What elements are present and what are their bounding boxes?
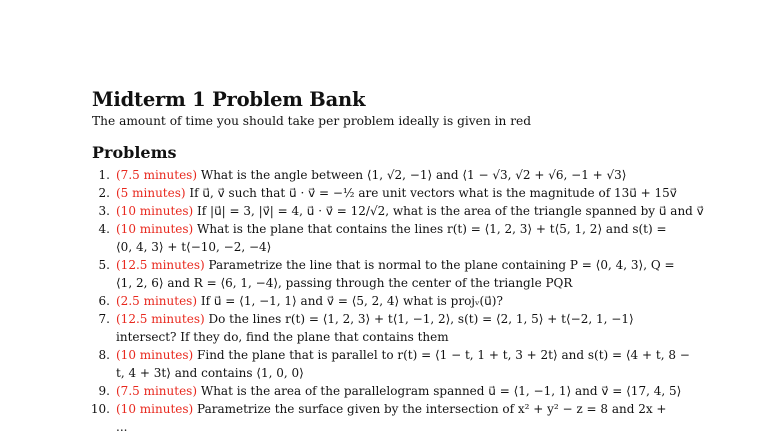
document-title: Midterm 1 Problem Bank xyxy=(92,88,366,111)
problem-number: 4. xyxy=(98,222,110,236)
problem-number: 3. xyxy=(98,204,110,218)
problem-item xyxy=(84,220,704,256)
problem-line xyxy=(116,256,704,274)
problem-line xyxy=(116,220,704,238)
problem-line-continued: ⟨0, 4, 3⟩ + t⟨−10, −2, −4⟩ xyxy=(116,240,272,254)
problem-line-continued: intersect? If they do, find the plane that contains them xyxy=(116,330,449,344)
problem-line xyxy=(116,202,704,220)
problem-text: Parametrize the surface given by the intersection of x² + y² − z = 8 and 2x + xyxy=(197,402,667,416)
problem-text: If u⃗, v⃗ such that u⃗ · v⃗ = −½ are unit vectors what is the magnitude of 13u⃗ + 15v⃗ xyxy=(189,186,677,200)
problem-text: If |u⃗| = 3, |v⃗| = 4, u⃗ · v⃗ = 12/√2, what is the area of the triangle spanned by u⃗ and v⃗ xyxy=(197,204,704,218)
problem-text: What is the plane that contains the lines r(t) = ⟨1, 2, 3⟩ + t⟨5, 1, 2⟩ and s(t) = xyxy=(197,222,667,236)
problem-line xyxy=(116,184,704,202)
problem-line-continued: t, 4 + 3t⟩ and contains ⟨1, 0, 0⟩ xyxy=(116,366,304,380)
time-estimate: (5 minutes) xyxy=(116,186,186,200)
time-estimate: (12.5 minutes) xyxy=(116,312,205,326)
problem-number: 8. xyxy=(98,348,110,362)
document-subtitle: The amount of time you should take per problem ideally is given in red xyxy=(92,114,532,128)
problem-line xyxy=(116,292,704,310)
problem-text: Find the plane that is parallel to r(t) = ⟨1 − t, 1 + t, 3 + 2t⟩ and s(t) = ⟨4 + t, 8 − xyxy=(197,348,690,362)
problem-text: Do the lines r(t) = ⟨1, 2, 3⟩ + t⟨1, −1, 2⟩, s(t) = ⟨2, 1, 5⟩ + t⟨−2, 1, −1⟩ xyxy=(208,312,634,326)
time-estimate: (10 minutes) xyxy=(116,222,194,236)
problem-line xyxy=(116,310,704,328)
problem-number: 6. xyxy=(98,294,110,308)
problem-line xyxy=(116,382,704,400)
time-estimate: (10 minutes) xyxy=(116,204,194,218)
problem-item xyxy=(84,382,704,400)
problem-item xyxy=(84,202,704,220)
problem-item xyxy=(84,310,704,346)
problem-number: 2. xyxy=(98,186,110,200)
problem-number: 10. xyxy=(90,402,110,416)
problem-item xyxy=(84,400,704,436)
problem-line xyxy=(116,400,704,418)
problem-item xyxy=(84,292,704,310)
problem-item xyxy=(84,346,704,382)
section-heading-problems: Problems xyxy=(92,143,177,162)
time-estimate: (10 minutes) xyxy=(116,402,194,416)
problem-item xyxy=(84,184,704,202)
problem-number: 7. xyxy=(98,312,110,326)
problem-number: 5. xyxy=(98,258,110,272)
problem-line xyxy=(116,166,704,184)
problem-line-continued: ⟨1, 2, 6⟩ and R = ⟨6, 1, −4⟩, passing through the center of the triangle PQR xyxy=(116,276,573,290)
time-estimate: (7.5 minutes) xyxy=(116,168,198,182)
problem-text: Parametrize the line that is normal to the plane containing P = ⟨0, 4, 3⟩, Q = xyxy=(208,258,675,272)
time-estimate: (12.5 minutes) xyxy=(116,258,205,272)
problem-text: What is the angle between ⟨1, √2, −1⟩ and ⟨1 − √3, √2 + √6, −1 + √3⟩ xyxy=(200,168,627,182)
time-estimate: (7.5 minutes) xyxy=(116,384,198,398)
problem-number: 1. xyxy=(98,168,110,182)
problem-list xyxy=(84,166,704,436)
problem-number: 9. xyxy=(98,384,110,398)
problem-line-continued: ... xyxy=(116,420,128,434)
problem-text: What is the area of the parallelogram spanned u⃗ = ⟨1, −1, 1⟩ and v⃗ = ⟨17, 4, 5⟩ xyxy=(200,384,682,398)
time-estimate: (10 minutes) xyxy=(116,348,194,362)
time-estimate: (2.5 minutes) xyxy=(116,294,198,308)
problem-item xyxy=(84,166,704,184)
problem-line xyxy=(116,346,704,364)
problem-text: If u⃗ = ⟨1, −1, 1⟩ and v⃗ = ⟨5, 2, 4⟩ what is projᵥ(u⃗)? xyxy=(200,294,503,308)
problem-item xyxy=(84,256,704,292)
